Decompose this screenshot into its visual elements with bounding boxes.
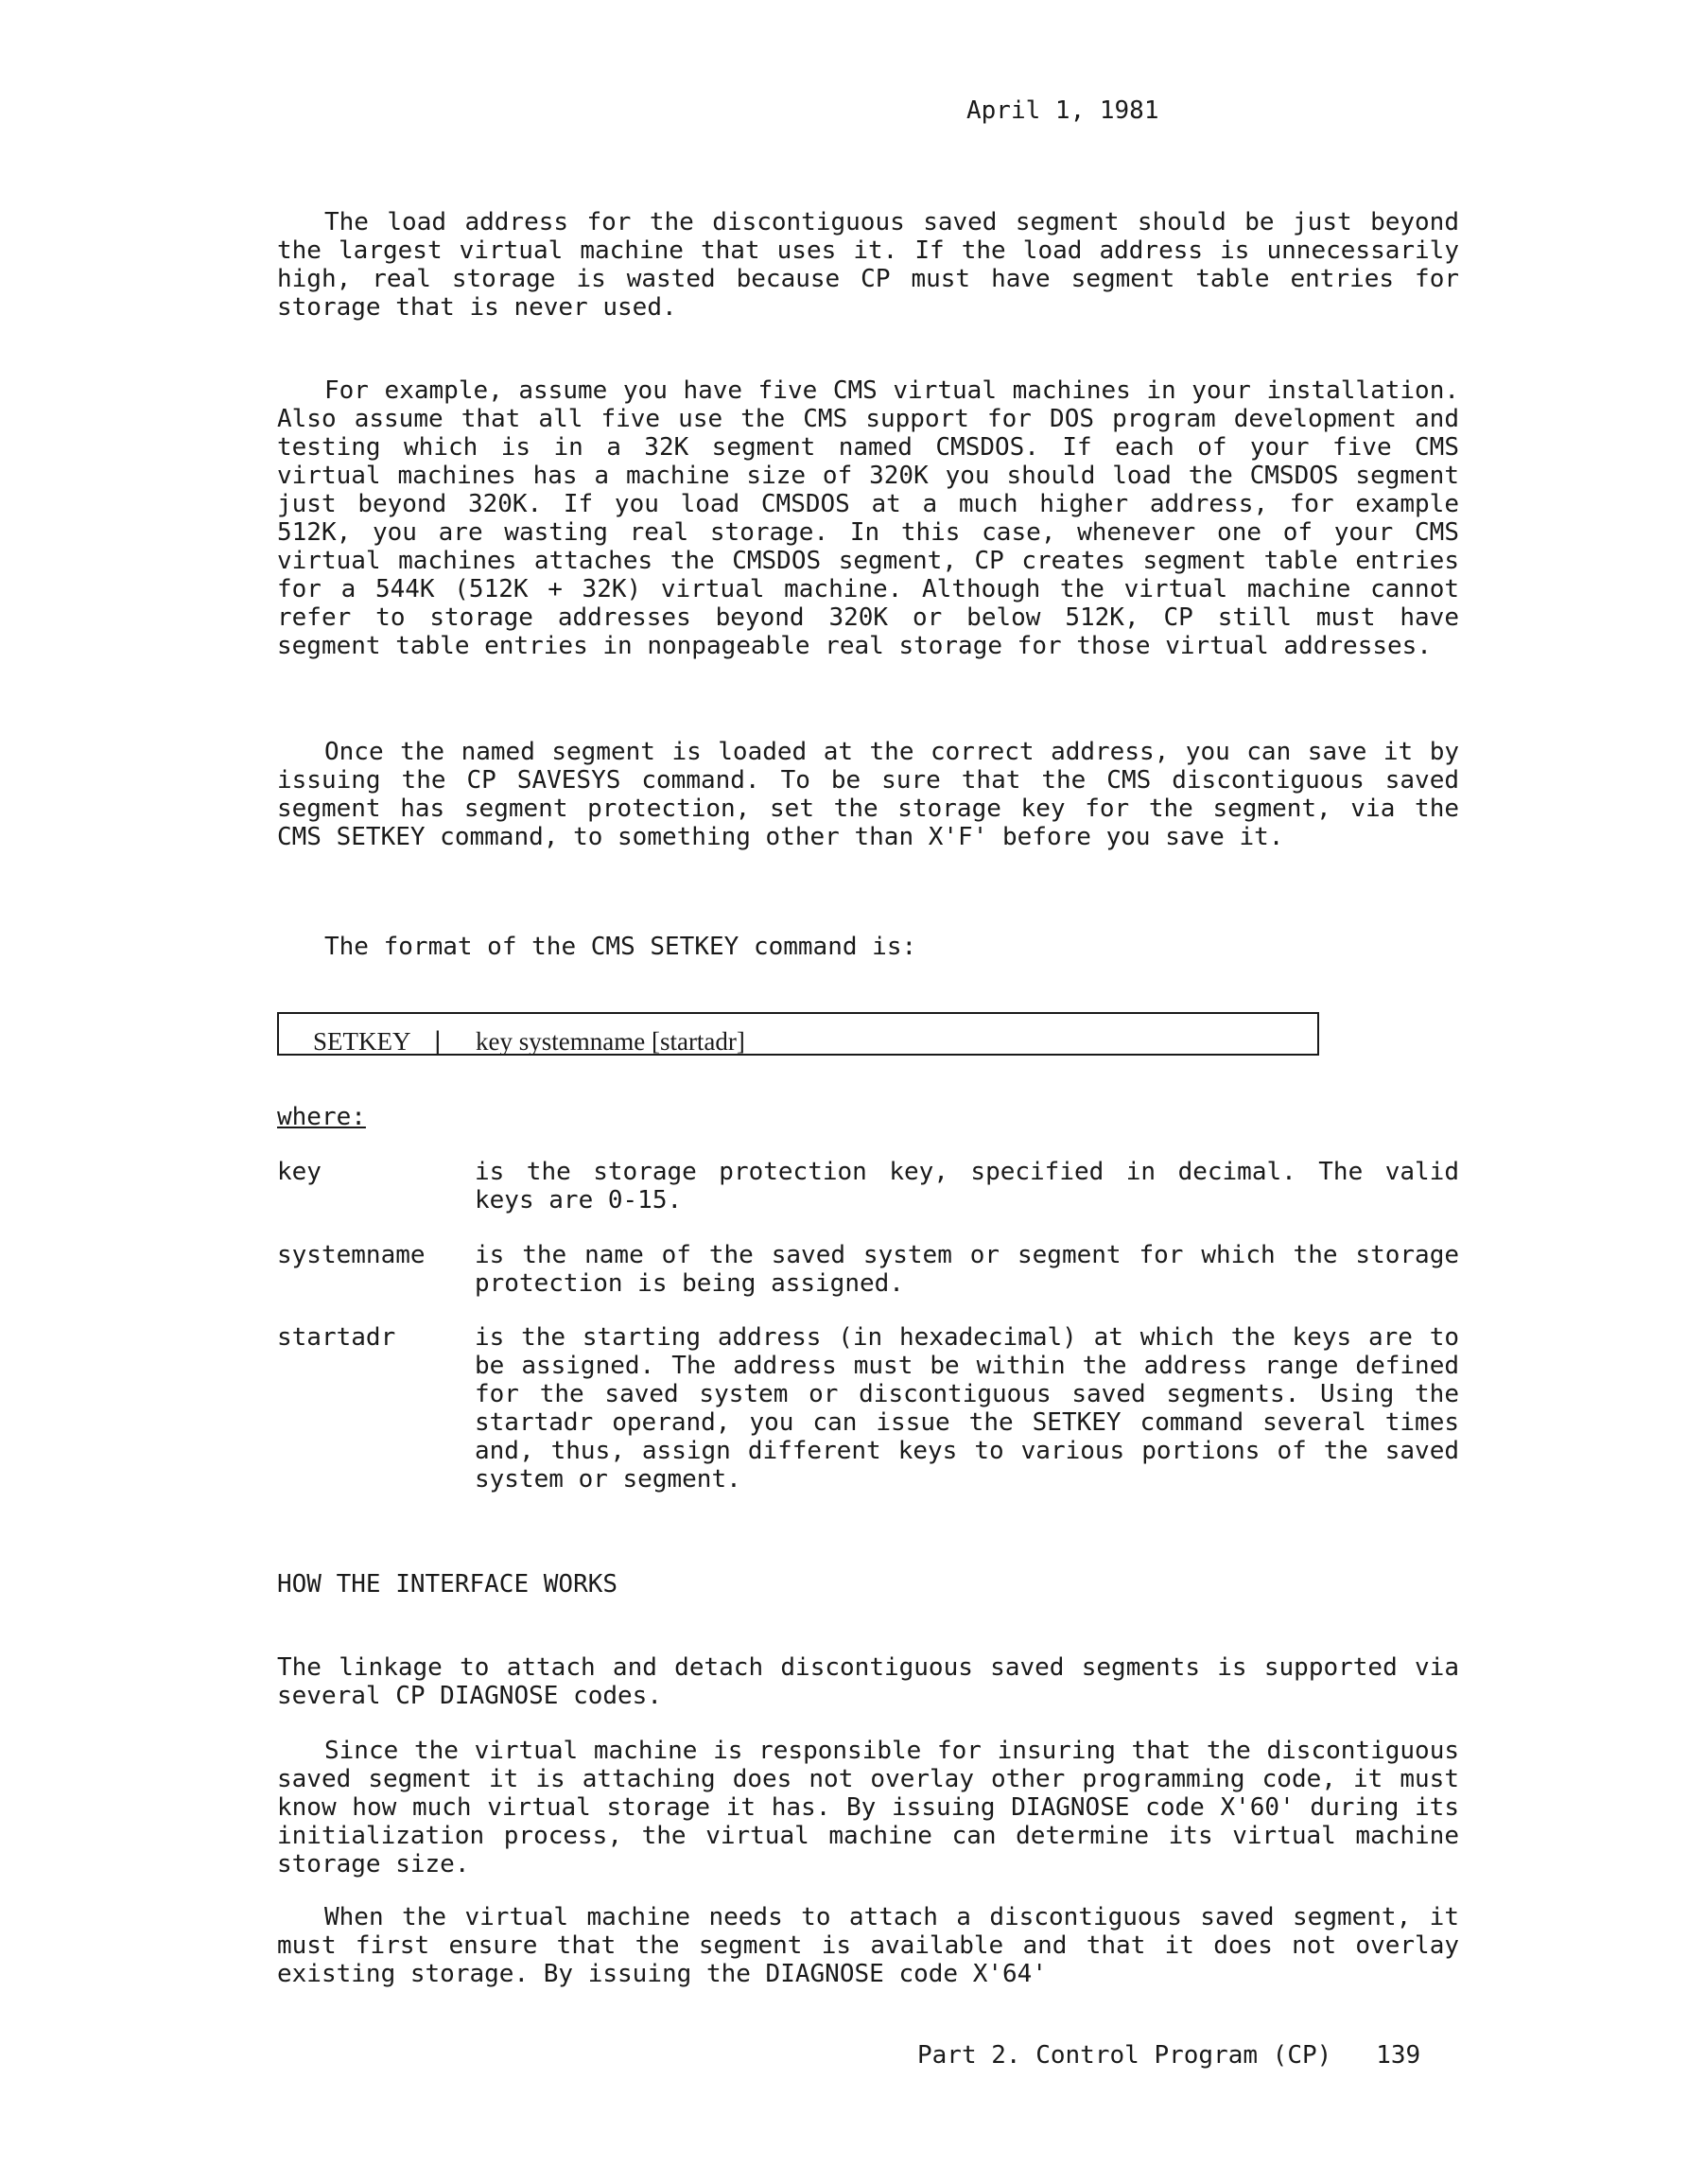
definition-text: is the name of the saved system or segment for which the storage protection is being assigned. bbox=[475, 1241, 1459, 1298]
paragraph-format-intro: The format of the CMS SETKEY command is: bbox=[324, 933, 917, 961]
where-label: where: bbox=[277, 1103, 366, 1131]
definition-term: systemname bbox=[277, 1241, 426, 1269]
syntax-operands: key systemname [startadr] bbox=[476, 1027, 745, 1056]
paragraph-example: For example, assume you have five CMS virtual machines in your installation. Also assume that all five use the CMS support for DOS program development and testing which is in a 32K segment named CMSDOS. If each of your five CMS virtual machines has a machine size of 320K you should load the CMSDOS segment just beyond 320K. If you load CMSDOS at a much higher address, for example 512K, you are wasting real storage. In this case, whenever one of your CMS virtual machines attaches the CMSDOS segment, CP creates segment table entries for a 544K (512K + 32K) virtual machine. Although the virtual machine cannot refer to storage addresses beyond 320K or below 512K, CP still must have segment table entries in nonpageable real storage for those virtual addresses. bbox=[277, 376, 1459, 660]
paragraph-linkage: The linkage to attach and detach discontiguous saved segments is supported via several CP DIAGNOSE codes. bbox=[277, 1653, 1459, 1710]
definition-term: startadr bbox=[277, 1323, 396, 1352]
paragraph-savesys: Once the named segment is loaded at the correct address, you can save it by issuing the CP SAVESYS command. To be sure that the CMS discontiguous saved segment has segment protection, set the storage key for the segment, via the CMS SETKEY command, to something other than X'F' before you save it. bbox=[277, 738, 1459, 851]
paragraph-diagnose-60: Since the virtual machine is responsible for insuring that the discontiguous saved segment it is attaching does not overlay other programming code, it must know how much virtual storage it has. By issuing DIAGNOSE code X'60' during its initialization process, the virtual machine can determine its virtual machine storage size. bbox=[277, 1737, 1459, 1878]
definition-text: is the starting address (in hexadecimal) at which the keys are to be assigned. The address must be within the address range defined for the saved system or discontiguous saved segments. Using the startadr operand, you can issue the SETKEY command several times and, thus, assign different keys to various portions of the saved system or segment. bbox=[475, 1323, 1459, 1494]
page-date: April 1, 1981 bbox=[966, 96, 1159, 125]
paragraph-load-address: The load address for the discontiguous saved segment should be just beyond the largest virtual machine that uses it. If the load address is unnecessarily high, real storage is wasted because CP must have segment table entries for storage that is never used. bbox=[277, 208, 1459, 322]
syntax-separator: | bbox=[430, 1027, 445, 1056]
definition-term: key bbox=[277, 1158, 322, 1186]
paragraph-diagnose-64: When the virtual machine needs to attach a discontiguous saved segment, it must first ensure that the segment is available and that it does not overlay existing storage. By issuing the DIAGNOSE code X'64' bbox=[277, 1903, 1459, 1988]
definition-text: is the storage protection key, specified in decimal. The valid keys are 0-15. bbox=[475, 1158, 1459, 1214]
page-footer: Part 2. Control Program (CP) 139 bbox=[917, 2041, 1421, 2070]
syntax-command: SETKEY bbox=[313, 1027, 411, 1056]
section-heading: HOW THE INTERFACE WORKS bbox=[277, 1570, 618, 1599]
command-syntax-box bbox=[277, 1012, 1319, 1056]
